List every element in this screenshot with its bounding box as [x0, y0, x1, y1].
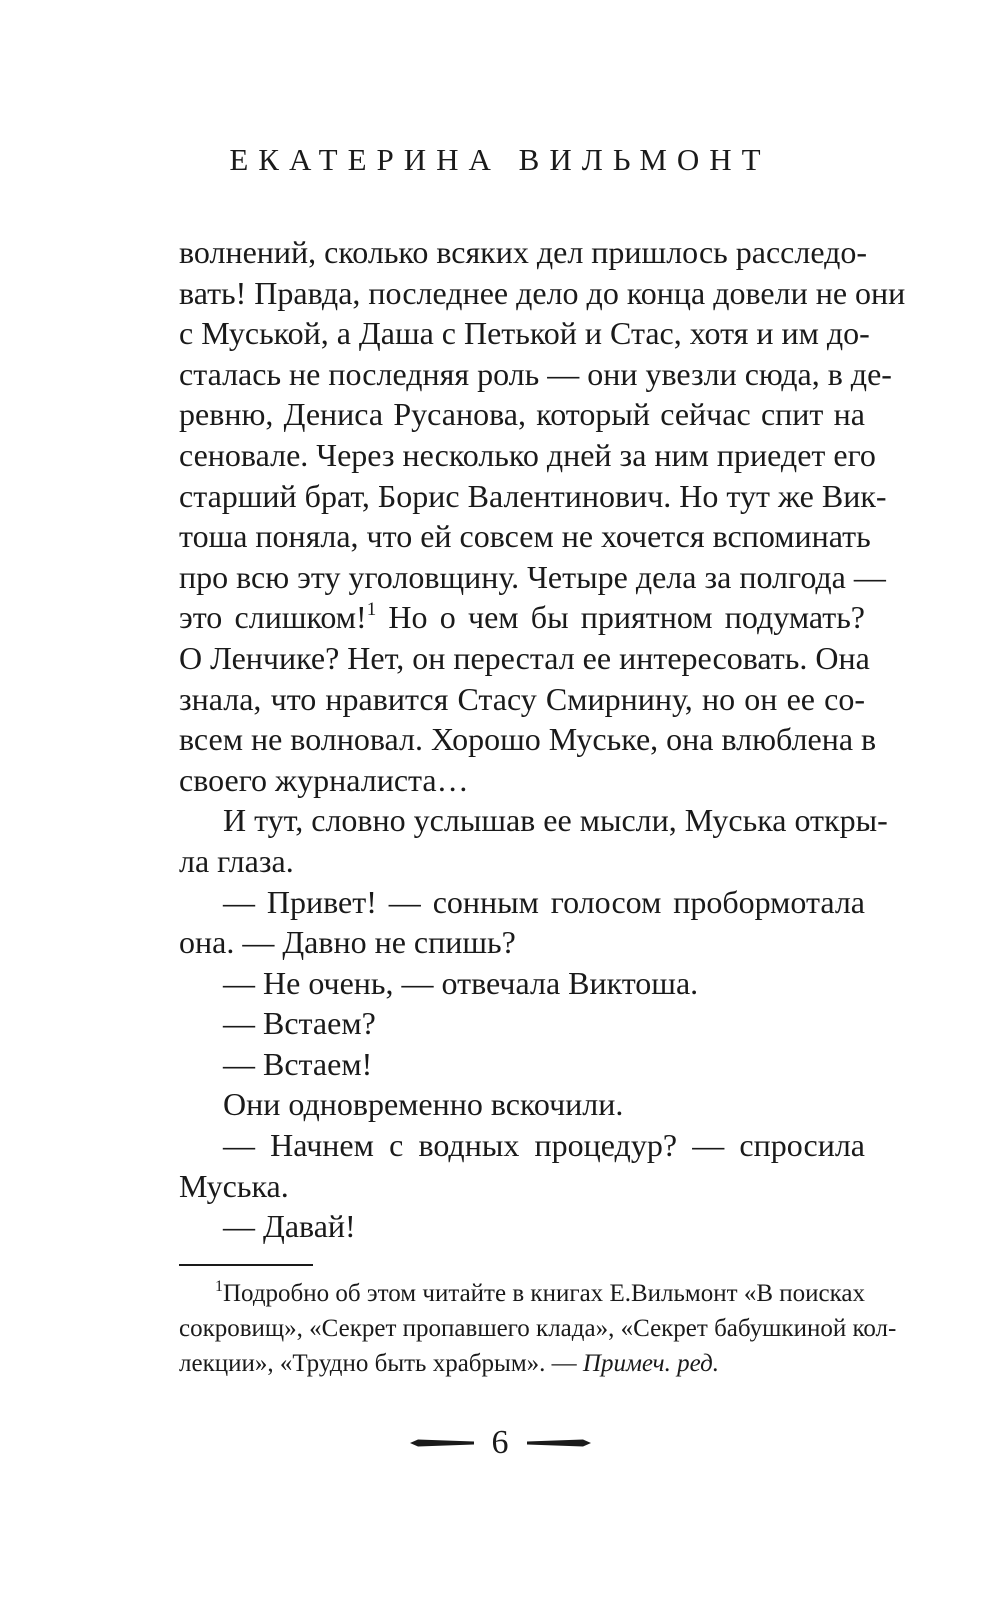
text-line: сеновале. Через несколько дней за ним приедет его	[179, 436, 876, 473]
dialogue-line: — Привет! — сонным голосом пробормотала	[223, 883, 865, 920]
text-line-with-footnote	[179, 597, 865, 638]
body-text	[179, 232, 906, 1247]
dialogue-line: — Давай!	[223, 1208, 356, 1245]
dialogue-line: — Не очень, — отвечала Виктоша.	[223, 964, 699, 1001]
dialogue-line: — Начнем с водных процедур? — спросила	[223, 1127, 865, 1164]
text-line: знала, что нравится Стасу Смирнину, но он ее со-	[179, 680, 865, 717]
ornament-right-dash-icon	[527, 1435, 591, 1451]
dialogue-line: — Встаем!	[223, 1045, 373, 1082]
editor-note: Примеч. ред.	[582, 1350, 719, 1377]
footnote-text: лекции», «Трудно быть храбрым». —	[179, 1350, 577, 1377]
text-fragment: Но о чем бы приятном подумать?	[388, 599, 865, 636]
running-head: ЕКАТЕРИНА ВИЛЬМОНТ	[229, 142, 771, 177]
footnote	[179, 1276, 897, 1381]
footnote-marker: 1	[366, 599, 377, 621]
dialogue-line: — Встаем?	[223, 1005, 376, 1042]
footnote-text: Подробно об этом читайте в книгах Е.Вильмонт «В поисках	[223, 1280, 865, 1307]
text-line: И тут, словно услышав ее мысли, Муська откры-	[223, 802, 888, 839]
text-line: О Ленчике? Нет, он перестал ее интересовать. Она	[179, 639, 870, 676]
text-line: ревню, Дениса Русанова, который сейчас спит на	[179, 396, 865, 433]
page-number: 6	[491, 1424, 509, 1461]
text-line: всем не волновал. Хорошо Муське, она влюблена в	[179, 721, 877, 758]
text-line: волнений, сколько всяких дел пришлось расследо-	[179, 234, 868, 270]
text-line: вать! Правда, последнее дело до конца довели не они	[179, 274, 906, 311]
ornament-left-dash-icon	[410, 1435, 474, 1451]
footnote-line	[179, 1346, 865, 1381]
text-line: про всю эту уголовщину. Четыре дела за полгода —	[179, 558, 886, 595]
dialogue-line: Муська.	[179, 1167, 289, 1204]
footnote-line	[179, 1276, 865, 1311]
page-number-ornament	[0, 1420, 1000, 1466]
text-line: Они одновременно вскочили.	[223, 1086, 624, 1123]
text-fragment: это слишком!	[179, 599, 367, 636]
dialogue-line: она. — Давно не спишь?	[179, 924, 516, 961]
footnote-divider	[179, 1264, 313, 1266]
footnote-line: сокровищ», «Секрет пропавшего клада», «Секрет бабушкиной кол-	[179, 1315, 897, 1342]
text-line: с Муськой, а Даша с Петькой и Стас, хотя и им до-	[179, 315, 870, 352]
text-line: ла глаза.	[179, 842, 294, 879]
footnote-marker: 1	[215, 1278, 223, 1295]
text-line: своего журналиста…	[179, 761, 469, 798]
text-line: тоша поняла, что ей совсем не хочется вспоминать	[179, 518, 871, 555]
text-line: старший брат, Борис Валентинович. Но тут же Вик-	[179, 477, 887, 514]
text-line: сталась не последняя роль — они увезли сюда, в де-	[179, 355, 892, 392]
